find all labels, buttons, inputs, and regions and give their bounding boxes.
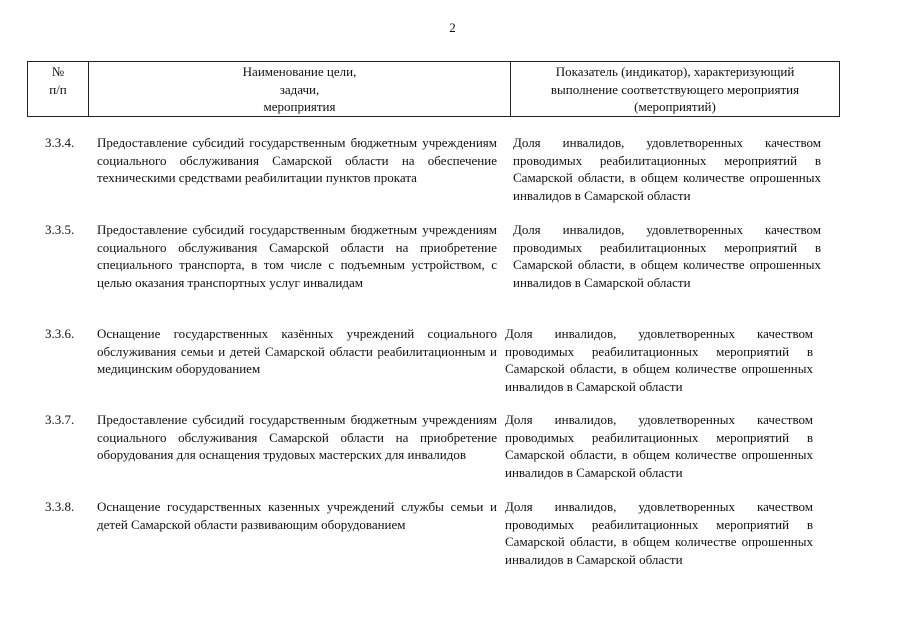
row-number: 3.3.5. bbox=[45, 222, 75, 237]
row-goal: Предоставление субсидий государственным бюджетным учреждениям социального обслуживания Самарской области на обеспечение техническими средствами реабилитации пунктов проката bbox=[97, 135, 497, 185]
header-number-column: № п/п bbox=[28, 62, 89, 117]
header-goal-column: Наименование цели, задачи, мероприятия bbox=[89, 62, 511, 117]
row-goal: Предоставление субсидий государственным бюджетным учреждениям социального обслуживания Самарской области на приобретение специального транспорта, в том числе с подъемным устройством, с целью оказания транспортных услуг инвалидам bbox=[97, 222, 497, 290]
row-indicator: Доля инвалидов, удовлетворенных качеством проводимых реабилитационных мероприятий в Самарской области, в общем количестве опрошенных инвалидов в Самарской области bbox=[505, 412, 813, 480]
page-number: 2 bbox=[449, 20, 456, 35]
row-goal: Предоставление субсидий государственным бюджетным учреждениям социального обслуживания Самарской области на приобретение оборудования для оснащения трудовых мастерских для инвалидов bbox=[97, 412, 497, 462]
row-indicator: Доля инвалидов, удовлетворенных качеством проводимых реабилитационных мероприятий в Самарской области, в общем количестве опрошенных инвалидов в Самарской области bbox=[505, 326, 813, 394]
row-number: 3.3.8. bbox=[45, 499, 75, 514]
header-indicator-column: Показатель (индикатор), характеризующий выполнение соответствующего мероприятия (мероприятий) bbox=[511, 62, 840, 117]
row-indicator: Доля инвалидов, удовлетворенных качеством проводимых реабилитационных мероприятий в Самарской области, в общем количестве опрошенных инвалидов в Самарской области bbox=[513, 135, 821, 203]
row-number: 3.3.4. bbox=[45, 135, 75, 150]
row-goal: Оснащение государственных казенных учреждений службы семьи и детей Самарской области развивающим оборудованием bbox=[97, 499, 497, 532]
row-indicator: Доля инвалидов, удовлетворенных качеством проводимых реабилитационных мероприятий в Самарской области, в общем количестве опрошенных инвалидов в Самарской области bbox=[513, 222, 821, 290]
row-number: 3.3.6. bbox=[45, 326, 75, 341]
row-indicator: Доля инвалидов, удовлетворенных качеством проводимых реабилитационных мероприятий в Самарской области, в общем количестве опрошенных инвалидов в Самарской области bbox=[505, 499, 813, 567]
row-goal: Оснащение государственных казённых учреждений социального обслуживания семьи и детей Самарской области реабилитационным и медицинским оборудованием bbox=[97, 326, 497, 376]
row-number: 3.3.7. bbox=[45, 412, 75, 427]
table-header bbox=[27, 61, 840, 117]
